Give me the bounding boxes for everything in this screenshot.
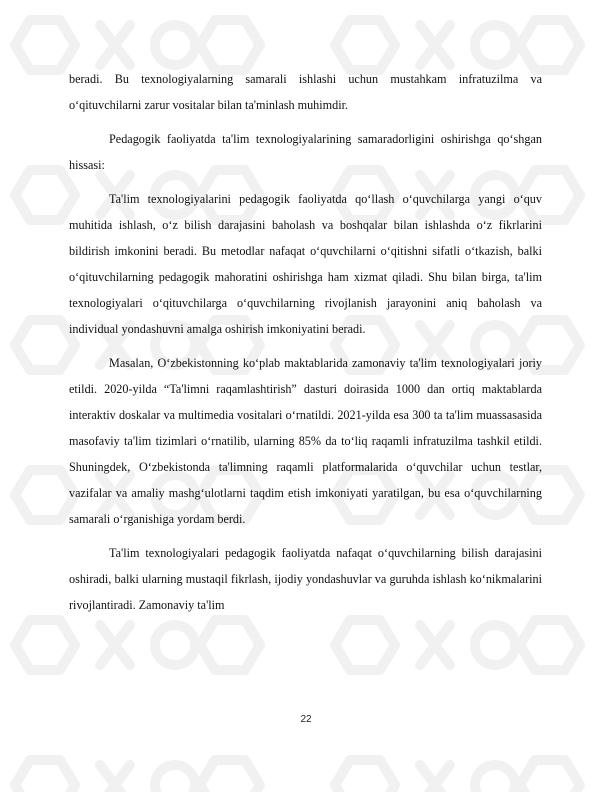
paragraph-technology-benefits: Ta'lim texnologiyalarini pedagogik faoliyatda qo‘llash o‘quvchilarga yangi o‘quv muhitida ishlash, o‘z bilish darajasini baholash va boshqalar bilan ishlashda o‘z fikrlarini bildirish imkonini beradi. Bu metodlar nafaqat o‘quvchilarni o‘qitishni sifatli o‘tkazish, balki o‘qituvchilarning pedagogik mahoratini oshirishga ham xizmat qiladi. Shu bilan birga, ta'lim texnologiyalari o‘qituvchilarga o‘quvchilarning rivojlanish jarayonini aniq baholash va individual yondashuvni amalga oshirish imkoniyatini beradi. [69,192,542,336]
page-number: 22 [300,714,312,725]
paragraph-section-heading: Pedagogik faoliyatda ta'lim texnologiyalarining samaradorligini oshirishga qo‘shgan hissasi: [69,132,542,172]
paragraph-skills-development: Ta'lim texnologiyalari pedagogik faoliyatda nafaqat o‘quvchilarning bilish darajasini oshiradi, balki ularning mustaqil fikrlash, ijodiy yondashuvlar va guruhda ishlash ko‘nikmalarini rivojlantiradi. Zamonaviy ta'lim [69,546,542,612]
paragraph-continuation: beradi. Bu texnologiyalarning samarali ishlashi uchun mustahkam infratuzilma va o‘qituvchilarni zarur vositalar bilan ta'minlash muhimdir. [69,72,542,112]
document-body [69,66,542,626]
paragraph-uzbekistan-example: Masalan, O‘zbekistonning ko‘plab maktablarida zamonaviy ta'lim texnologiyalari joriy etildi. 2020-yilda “Ta'limni raqamlashtirish” dasturi doirasida 1000 dan ortiq maktablarda interaktiv doskalar va multimedia vositalari o‘rnatildi. 2021-yilda esa 300 ta ta'lim muassasasida masofaviy ta'lim tizimlari o‘rnatilib, ularning 85% da to‘liq raqamli infratuzilma tashkil etildi. Shuningdek, O‘zbekistonda ta'limning raqamli platformalarida o‘quvchilar uchun testlar, vazifalar va amaliy mashg‘ulotlarni taqdim etish imkoniyati yaratilgan, bu esa o‘quvchilarning samarali o‘rganishiga yordam berdi. [69,356,542,526]
